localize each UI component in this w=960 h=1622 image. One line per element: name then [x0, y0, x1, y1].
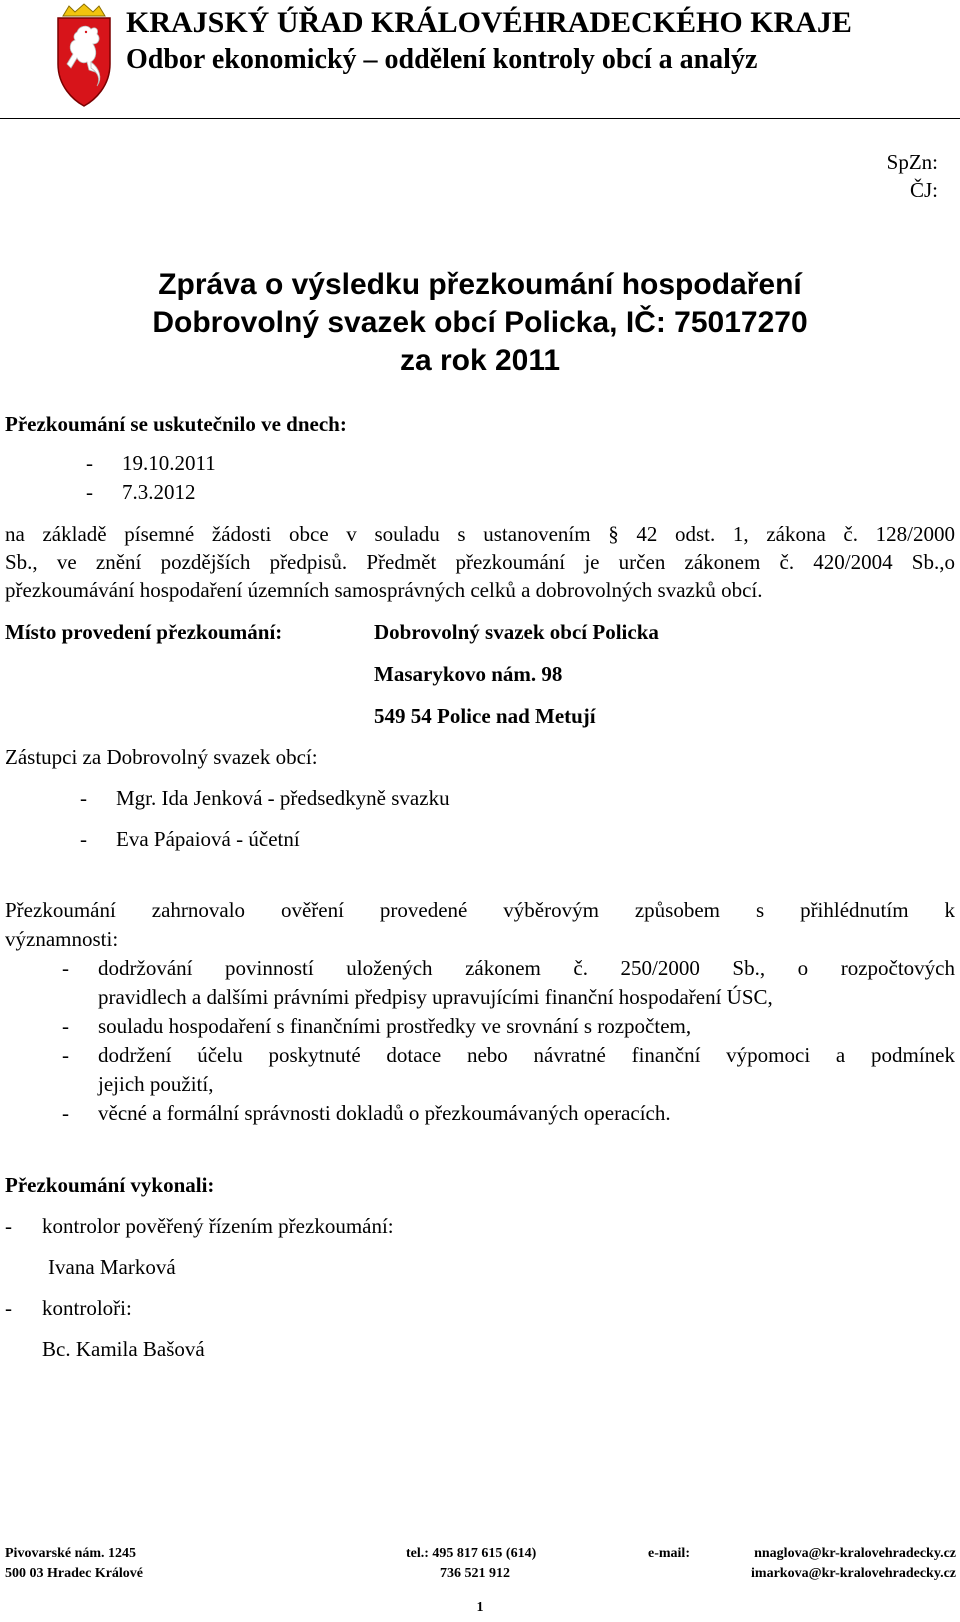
scope-item-3: dodržení účelu poskytnuté dotace nebo návratné finanční výpomoci a podmínek — [98, 1043, 955, 1067]
representative-item: - Mgr. Ida Jenková - předsedkyně svazku — [80, 786, 450, 810]
date-item: - 7.3.2012 — [86, 480, 196, 504]
performed-bullet: - — [5, 1214, 12, 1238]
scope-intro-line2: významnosti: — [5, 927, 119, 951]
footer-email-2: imarkova@kr-kralovehradecky.cz — [751, 1566, 956, 1581]
scope-bullet: - — [62, 956, 69, 980]
office-title: KRAJSKÝ ÚŘAD KRÁLOVÉHRADECKÉHO KRAJE — [126, 6, 852, 39]
dates-heading: Přezkoumání se uskutečnilo ve dnech: — [5, 412, 347, 436]
representative-item: - Eva Pápaiová - účetní — [80, 827, 300, 851]
controllers-name: Bc. Kamila Bašová — [42, 1337, 205, 1361]
place-label: Místo provedení přezkoumání: — [5, 620, 283, 644]
scope-bullet: - — [62, 1043, 69, 1067]
basis-text-line1: na základě písemné žádosti obce v souladu s ustanovením § 42 odst. 1, zákona č. 128/2000 — [5, 522, 955, 546]
footer-email-label: e-mail: — [648, 1546, 690, 1561]
cj-label: ČJ: — [909, 178, 938, 202]
footer-phone-line2: 736 521 912 — [440, 1566, 510, 1581]
performed-heading: Přezkoumání vykonali: — [5, 1173, 215, 1197]
footer-address-line1: Pivovarské nám. 1245 — [5, 1546, 137, 1561]
controllers-label: kontroloři: — [42, 1296, 132, 1320]
scope-item-1-cont: pravidlech a dalšími právními předpisy upravujícími finanční hospodaření ÚSC, — [98, 985, 773, 1009]
spzn-label: SpZn: — [886, 150, 938, 174]
scope-bullet: - — [62, 1014, 69, 1038]
report-title-line1: Zpráva o výsledku přezkoumání hospodaření — [158, 268, 802, 301]
page-number: 1 — [476, 1600, 484, 1615]
footer-email-1: nnaglova@kr-kralovehradecky.cz — [754, 1546, 956, 1561]
lead-inspector-name: Ivana Marková — [48, 1255, 176, 1279]
header-divider — [0, 118, 960, 119]
place-name: Dobrovolný svazek obcí Policka — [374, 620, 659, 644]
lead-inspector-label: kontrolor pověřený řízením přezkoumání: — [42, 1214, 394, 1238]
department-title: Odbor ekonomický – oddělení kontroly obcí a analýz — [126, 44, 758, 75]
coat-of-arms-icon — [55, 2, 113, 108]
place-street: Masarykovo nám. 98 — [374, 662, 563, 686]
basis-text-line2: Sb., ve znění pozdějších předpisů. Předmět přezkoumání je určen zákonem č. 420/2004 Sb.,o — [5, 550, 955, 574]
performed-bullet: - — [5, 1296, 12, 1320]
representatives-heading: Zástupci za Dobrovolný svazek obcí: — [5, 745, 318, 769]
scope-item-2: souladu hospodaření s finančními prostředky ve srovnání s rozpočtem, — [98, 1014, 692, 1038]
report-title-line2: Dobrovolný svazek obcí Policka, IČ: 75017270 — [152, 306, 808, 339]
place-city: 549 54 Police nad Metují — [374, 704, 596, 728]
report-title-line3: za rok 2011 — [399, 344, 561, 377]
scope-item-4: věcné a formální správnosti dokladů o přezkoumávaných operacích. — [98, 1101, 671, 1125]
basis-text-line3: přezkoumávání hospodaření územních samosprávných celků a dobrovolných svazků obcí. — [5, 578, 763, 602]
scope-intro-line1: Přezkoumání zahrnovalo ověření provedené výběrovým způsobem s přihlédnutím k — [5, 898, 955, 922]
date-item: - 19.10.2011 — [86, 451, 216, 475]
footer-phone-line1: tel.: 495 817 615 (614) — [406, 1546, 537, 1561]
footer-address-line2: 500 03 Hradec Králové — [5, 1566, 144, 1581]
scope-item-1: dodržování povinností uložených zákonem č. 250/2000 Sb., o rozpočtových — [98, 956, 955, 980]
scope-bullet: - — [62, 1101, 69, 1125]
scope-item-3-cont: jejich použití, — [98, 1072, 214, 1096]
